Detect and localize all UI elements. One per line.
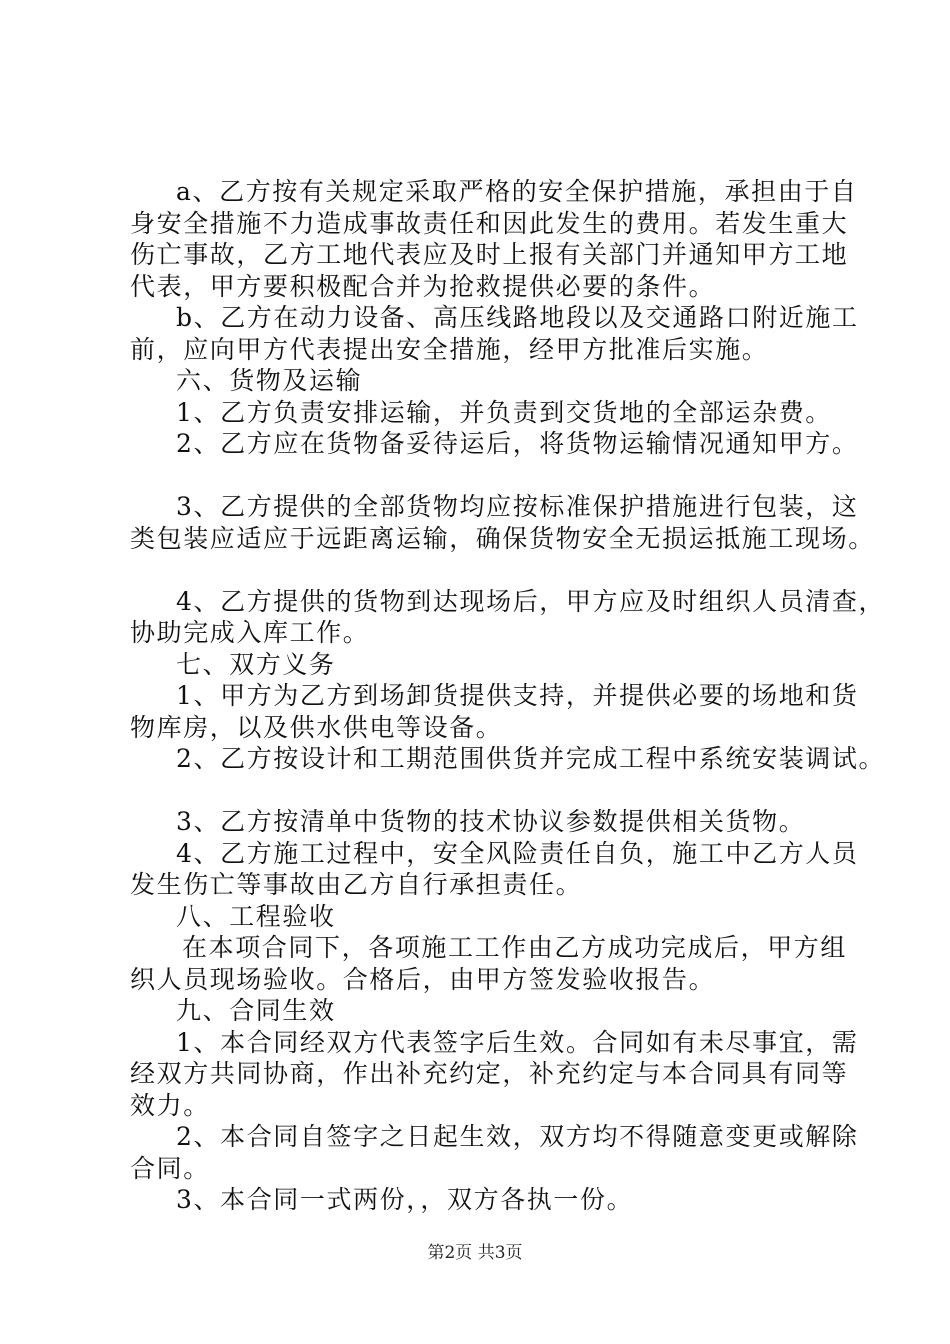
- text-line: 协助完成入库工作。: [130, 618, 370, 647]
- text-line: 2、本合同自签字之日起生效，双方均不得随意变更或解除: [176, 1122, 859, 1151]
- blank-line: [130, 554, 850, 586]
- text-line: 3、乙方提供的全部货物均应按标准保护措施进行包装，这: [176, 492, 859, 521]
- text-line: 伤亡事故，乙方工地代表应及时上报有关部门并通知甲方工地: [130, 240, 849, 269]
- document-body: [130, 176, 886, 1216]
- text-line: a、乙方按有关规定采取严格的安全保护措施，承担由于自: [176, 177, 858, 206]
- text-line: 在本项合同下，各项施工工作由乙方成功完成后，甲方组: [182, 933, 848, 962]
- text-line: 2、乙方应在货物备妥待运后，将货物运输情况通知甲方。: [176, 429, 859, 458]
- blank-line: [130, 775, 850, 807]
- section-heading: 七、双方义务: [176, 649, 336, 679]
- page-footer: 第2页 共3页: [427, 1243, 523, 1263]
- section-heading: 六、货物及运输: [176, 366, 363, 395]
- text-line: 3、本合同一式两份，，双方各执一份。: [176, 1185, 634, 1214]
- text-line: 2、乙方按设计和工期范围供货并完成工程中系统安装调试。: [176, 744, 886, 773]
- text-line: 织人员现场验收。合格后，由甲方签发验收报告。: [130, 964, 716, 994]
- text-line: 类包装应适应于远距离运输，确保货物安全无损运抵施工现场。: [130, 523, 875, 553]
- text-line: 1、甲方为乙方到场卸货提供支持，并提供必要的场地和货: [176, 681, 859, 710]
- text-line: 代表，甲方要积极配合并为抢救提供必要的条件。: [130, 271, 716, 301]
- text-line: 身安全措施不力造成事故责任和因此发生的费用。若发生重大: [130, 208, 849, 238]
- text-line: 经双方共同协商，作出补充约定，补充约定与本合同具有同等: [130, 1059, 849, 1088]
- text-line: 效力。: [130, 1090, 210, 1120]
- section-heading: 八、工程验收: [176, 901, 336, 931]
- text-line: 物库房，以及供水供电等设备。: [130, 712, 503, 742]
- text-line: b、乙方在动力设备、高压线路地段以及交通路口附近施工: [176, 303, 859, 332]
- text-line: 前，应向甲方代表提出安全措施，经甲方批准后实施。: [130, 334, 769, 364]
- text-line: 3、乙方按清单中货物的技术协议参数提供相关货物。: [176, 807, 806, 836]
- text-line: 发生伤亡等事故由乙方自行承担责任。: [130, 870, 583, 899]
- text-line: 合同。: [130, 1153, 210, 1183]
- blank-line: [130, 460, 850, 492]
- text-line: 4、乙方施工过程中，安全风险责任自负，施工中乙方人员: [176, 838, 859, 868]
- text-line: 4、乙方提供的货物到达现场后，甲方应及时组织人员清查，: [176, 586, 886, 616]
- text-line: 1、乙方负责安排运输，并负责到交货地的全部运杂费。: [176, 397, 832, 427]
- text-line: 1、本合同经双方代表签字后生效。合同如有未尽事宜，需: [176, 1027, 859, 1057]
- section-heading: 九、合同生效: [176, 996, 336, 1025]
